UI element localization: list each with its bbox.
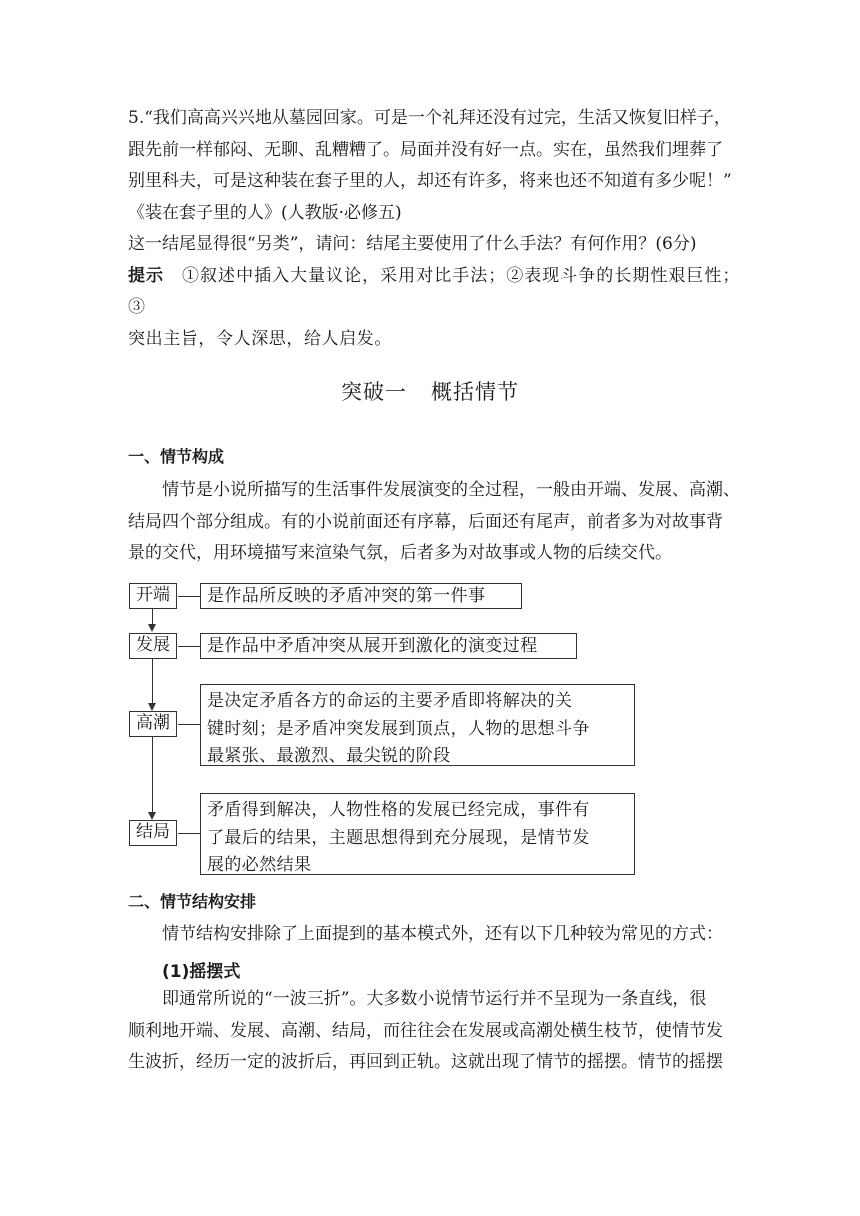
heading-plot-structure: 二、情节结构安排 bbox=[128, 892, 257, 911]
subheading-swing-style: (1)摇摆式 bbox=[162, 962, 241, 982]
paragraph-plot-structure-intro: 情节结构安排除了上面提到的基本模式外，还有以下几种较为常见的方式： bbox=[162, 924, 723, 944]
section-title bbox=[0, 376, 860, 406]
paragraph-plot-composition: 情节是小说所描写的生活事件发展演变的全过程，一般由开端、发展、高潮、 结局四个部分组成。有的小说前面还有序幕，后面还有尾声，前者多为对故事背 景的交代，用环境描写来渲染气氛，后者多为对故事或人物的后续交代。 bbox=[128, 480, 740, 563]
stage-desc-development: 是作品中矛盾冲突从展开到激化的演变过程 bbox=[200, 633, 577, 659]
question-quote-line: 5.“我们高高兴兴地从墓园回家。可是一个礼拜还没有过完，生活又恢复旧样子， bbox=[128, 108, 731, 128]
section-title-text: 概括情节 bbox=[431, 380, 519, 404]
question-ask: 这一结尾显得很“另类”，请问：结尾主要使用了什么手法？有何作用？(6分) bbox=[128, 234, 697, 254]
question-source: 《装在套子里的人》(人教版·必修五) bbox=[128, 202, 402, 223]
question-quote-line: 别里科夫，可是这种装在套子里的人，却还有许多，将来也还不知道有多少呢！” bbox=[128, 171, 732, 191]
stage-box-beginning: 开端 bbox=[129, 583, 177, 609]
stage-box-ending: 结局 bbox=[129, 820, 177, 846]
stage-desc-ending: 矛盾得到解决，人物性格的发展已经完成，事件有 了最后的结果，主题思想得到充分展现，是情节发 展的必然结果 bbox=[200, 793, 635, 875]
paragraph-swing-style: 即通常所说的“一波三折”。大多数小说情节运行并不呈现为一条直线，很 顺利地开端、发展、高潮、结局，而往往会在发展或高潮处横生枝节，使情节发 生波折，经历一定的波折后，再回到正轨。这就出现了情节的摇摆。情节的摇摆 bbox=[128, 989, 723, 1072]
section-title-number: 突破一 bbox=[341, 380, 407, 404]
hint-text: ①叙述中插入大量议论，采用对比手法；②表现斗争的长期性艰巨性；③ bbox=[128, 265, 740, 317]
stage-box-climax: 高潮 bbox=[129, 711, 177, 737]
question-block bbox=[128, 103, 740, 355]
stage-box-development: 发展 bbox=[129, 633, 177, 659]
question-quote-line: 跟先前一样郁闷、无聊、乱糟糟了。局面并没有好一点。实在，虽然我们埋葬了 bbox=[128, 139, 723, 160]
stage-desc-beginning: 是作品所反映的矛盾冲突的第一件事 bbox=[200, 583, 522, 609]
hint-line bbox=[128, 261, 740, 324]
stage-desc-climax: 是决定矛盾各方的命运的主要矛盾即将解决的关 键时刻；是矛盾冲突发展到顶点，人物的思想斗争 最紧张、最激烈、最尖锐的阶段 bbox=[200, 684, 635, 766]
hint-line-2: 突出主旨，令人深思，给人启发。 bbox=[128, 328, 392, 349]
heading-plot-composition: 一、情节构成 bbox=[128, 447, 225, 466]
hint-label: 提示 bbox=[128, 265, 165, 286]
